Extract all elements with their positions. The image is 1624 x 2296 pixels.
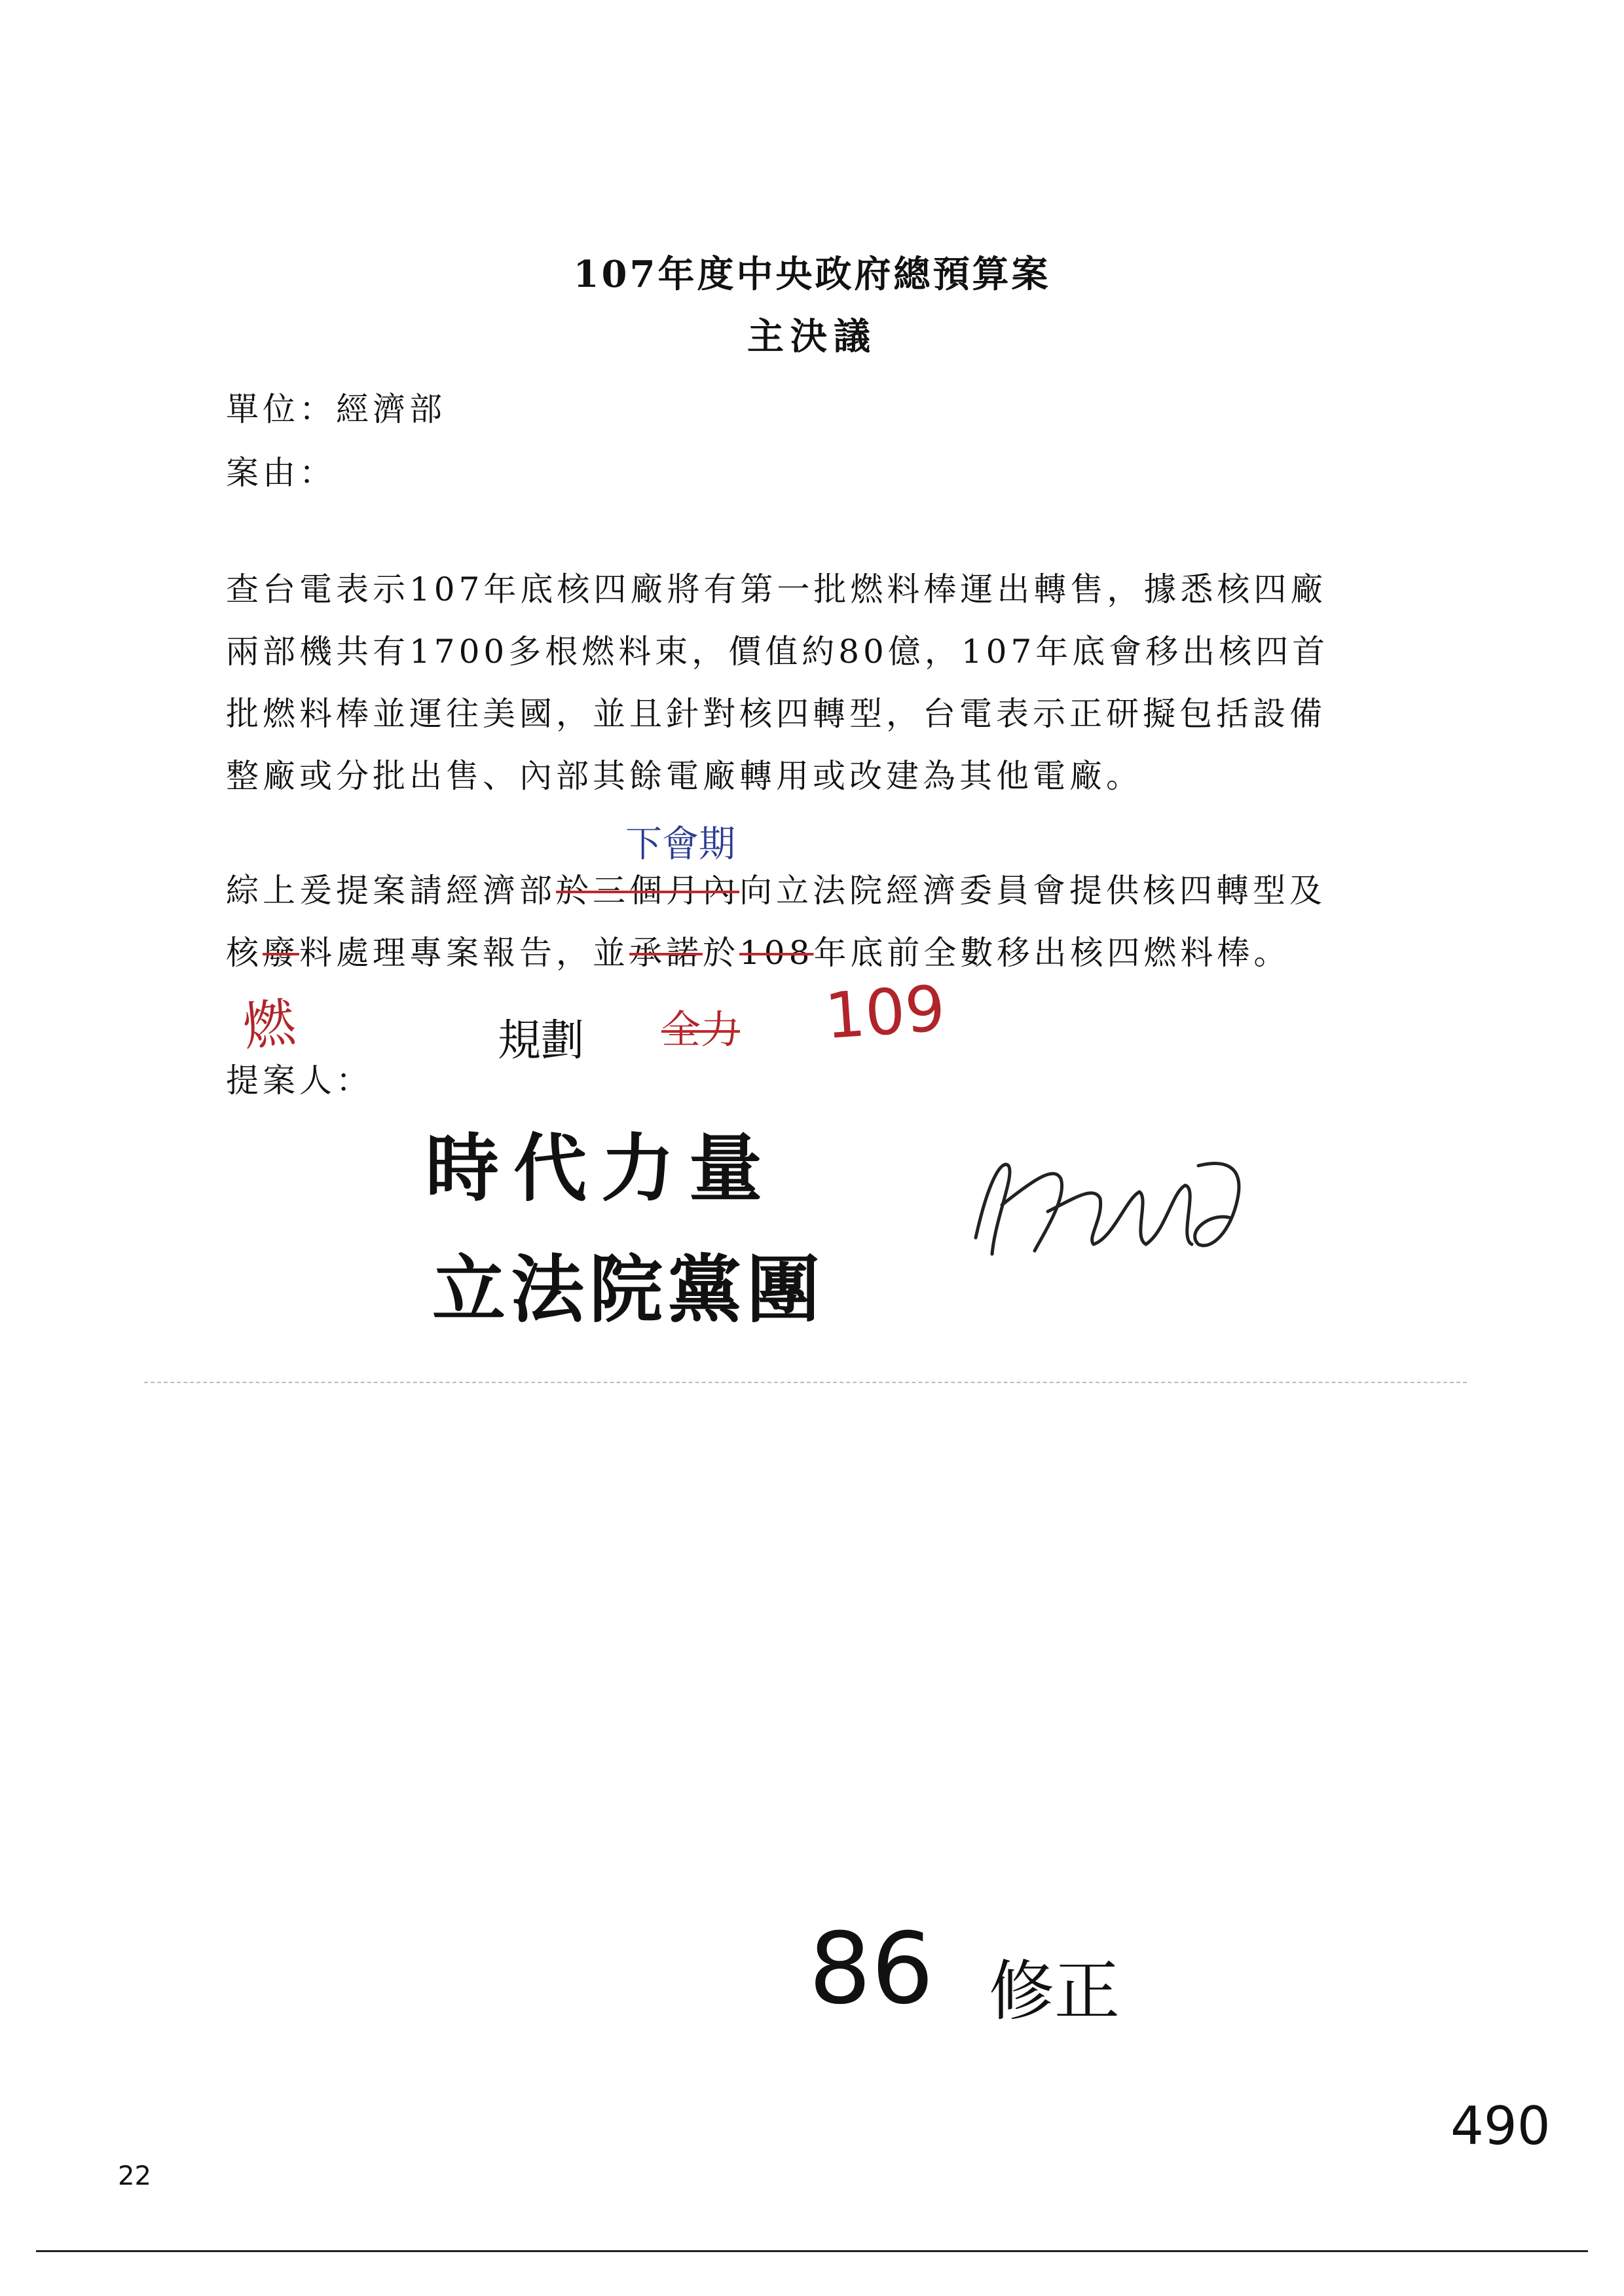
paragraph-1-line: 整廠或分批出售、內部其餘電廠轉用或改建為其他電廠。 [226,757,1143,795]
paragraph-1-line: 批燃料棒並運往美國，並且針對核四轉型，台電表示正研擬包括設備 [226,695,1326,733]
proposer-label: 提案人： [226,1062,373,1100]
struck-text: 於三個月內 [556,872,739,910]
document-subtitle: 主決議 [747,315,877,358]
party-stamp-line-2: 立法院黨團 [432,1248,825,1333]
text-segment: 年底前全數移出核四燃料棒。 [813,934,1291,972]
paragraph-1-line: 查台電表示107年底核四廠將有第一批燃料棒運出轉售，據悉核四廠 [226,570,1327,608]
unit-line: 單位：經濟部 [226,390,446,428]
struck-text: 廢 [263,934,299,972]
party-stamp-line-1: 時代力量 [426,1126,777,1212]
text-segment: 於 [703,934,739,972]
text-segment: 向立法院經濟委員會提供核四轉型及 [739,872,1326,910]
document-title: 107年度中央政府總預算案 [573,253,1051,296]
handwritten-insert-next-session: 下會期 [625,823,735,866]
text-segment: 綜上爰提案請經濟部 [226,872,556,910]
text-segment: 料處理專案報告，並 [299,934,629,972]
paragraph-2-line-2 [226,927,1290,974]
text-segment: 核 [226,934,263,972]
handwritten-insert-fuel: 燃 [240,991,299,1058]
corner-mark: 22 [118,2161,151,2191]
bottom-note-number: 86 [809,1912,934,2026]
reason-label: 案由： [226,454,336,492]
bottom-note-text: 修正 [989,1953,1120,2029]
struck-text: 承諾 [629,934,703,972]
handwritten-insert-plan: 規劃 [498,1015,584,1065]
scan-fold-line [144,1382,1467,1383]
signature-scribble [963,1139,1303,1270]
page-number: 490 [1450,2096,1551,2157]
handwritten-insert-year: 109 [822,971,948,1054]
bottom-rule [36,2250,1588,2252]
handwritten-struck-full-effort: 全力 [661,1007,740,1053]
paragraph-1-line: 兩部機共有1700多根燃料束，價值約80億，107年底會移出核四首 [226,633,1329,671]
struck-text: 108 [739,934,814,972]
paragraph-2-line-1 [226,864,1326,912]
